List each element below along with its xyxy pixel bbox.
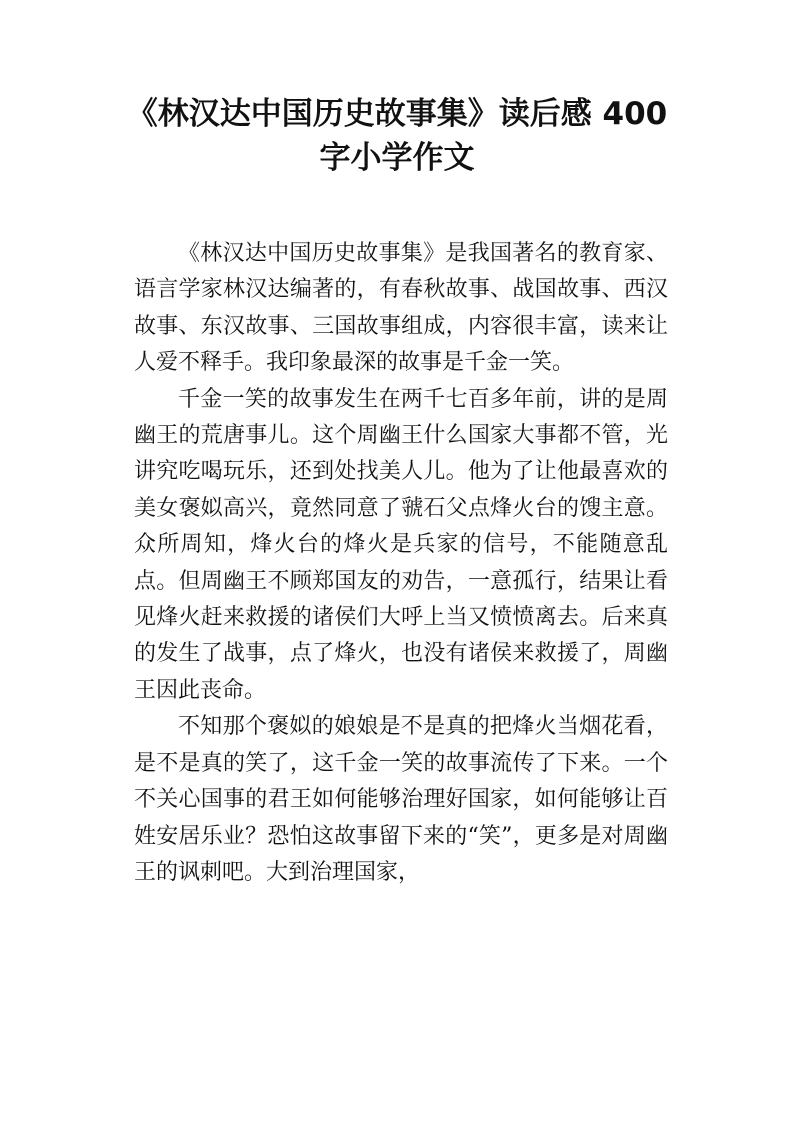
title-line-1: 《林汉达中国历史故事集》读后感 400: [126, 96, 668, 132]
document-title: [120, 92, 674, 180]
document-body: [134, 236, 668, 891]
title-line-2: 字小学作文: [319, 140, 475, 176]
paragraph-2: 千金一笑的故事发生在两千七百多年前，讲的是周幽王的荒唐事儿。这个周幽王什么国家大事都不管，光讲究吃喝玩乐，还到处找美人儿。他为了让他最喜欢的美女褒姒高兴，竟然同意了虢石父点烽火台的馊主意。众所周知，烽火台的烽火是兵家的信号，不能随意乱点。但周幽王不顾郑国友的劝告，一意孤行，结果让看见烽火赶来救援的诸侯们大呼上当又愤愤离去。后来真的发生了战事，点了烽火，也没有诸侯来救援了，周幽王因此丧命。: [134, 386, 668, 703]
paragraph-3: 不知那个褒姒的娘娘是不是真的把烽火当烟花看，是不是真的笑了，这千金一笑的故事流传了下来。一个不关心国事的君王如何能够治理好国家，如何能够让百姓安居乐业？恐怕这故事留下来的“笑”，更多是对周幽王的讽刺吧。大到治理国家，: [134, 714, 668, 885]
paragraph-1: 《林汉达中国历史故事集》是我国著名的教育家、语言学家林汉达编著的，有春秋故事、战国故事、西汉故事、东汉故事、三国故事组成，内容很丰富，读来让人爱不释手。我印象最深的故事是千金一笑。: [134, 241, 668, 376]
